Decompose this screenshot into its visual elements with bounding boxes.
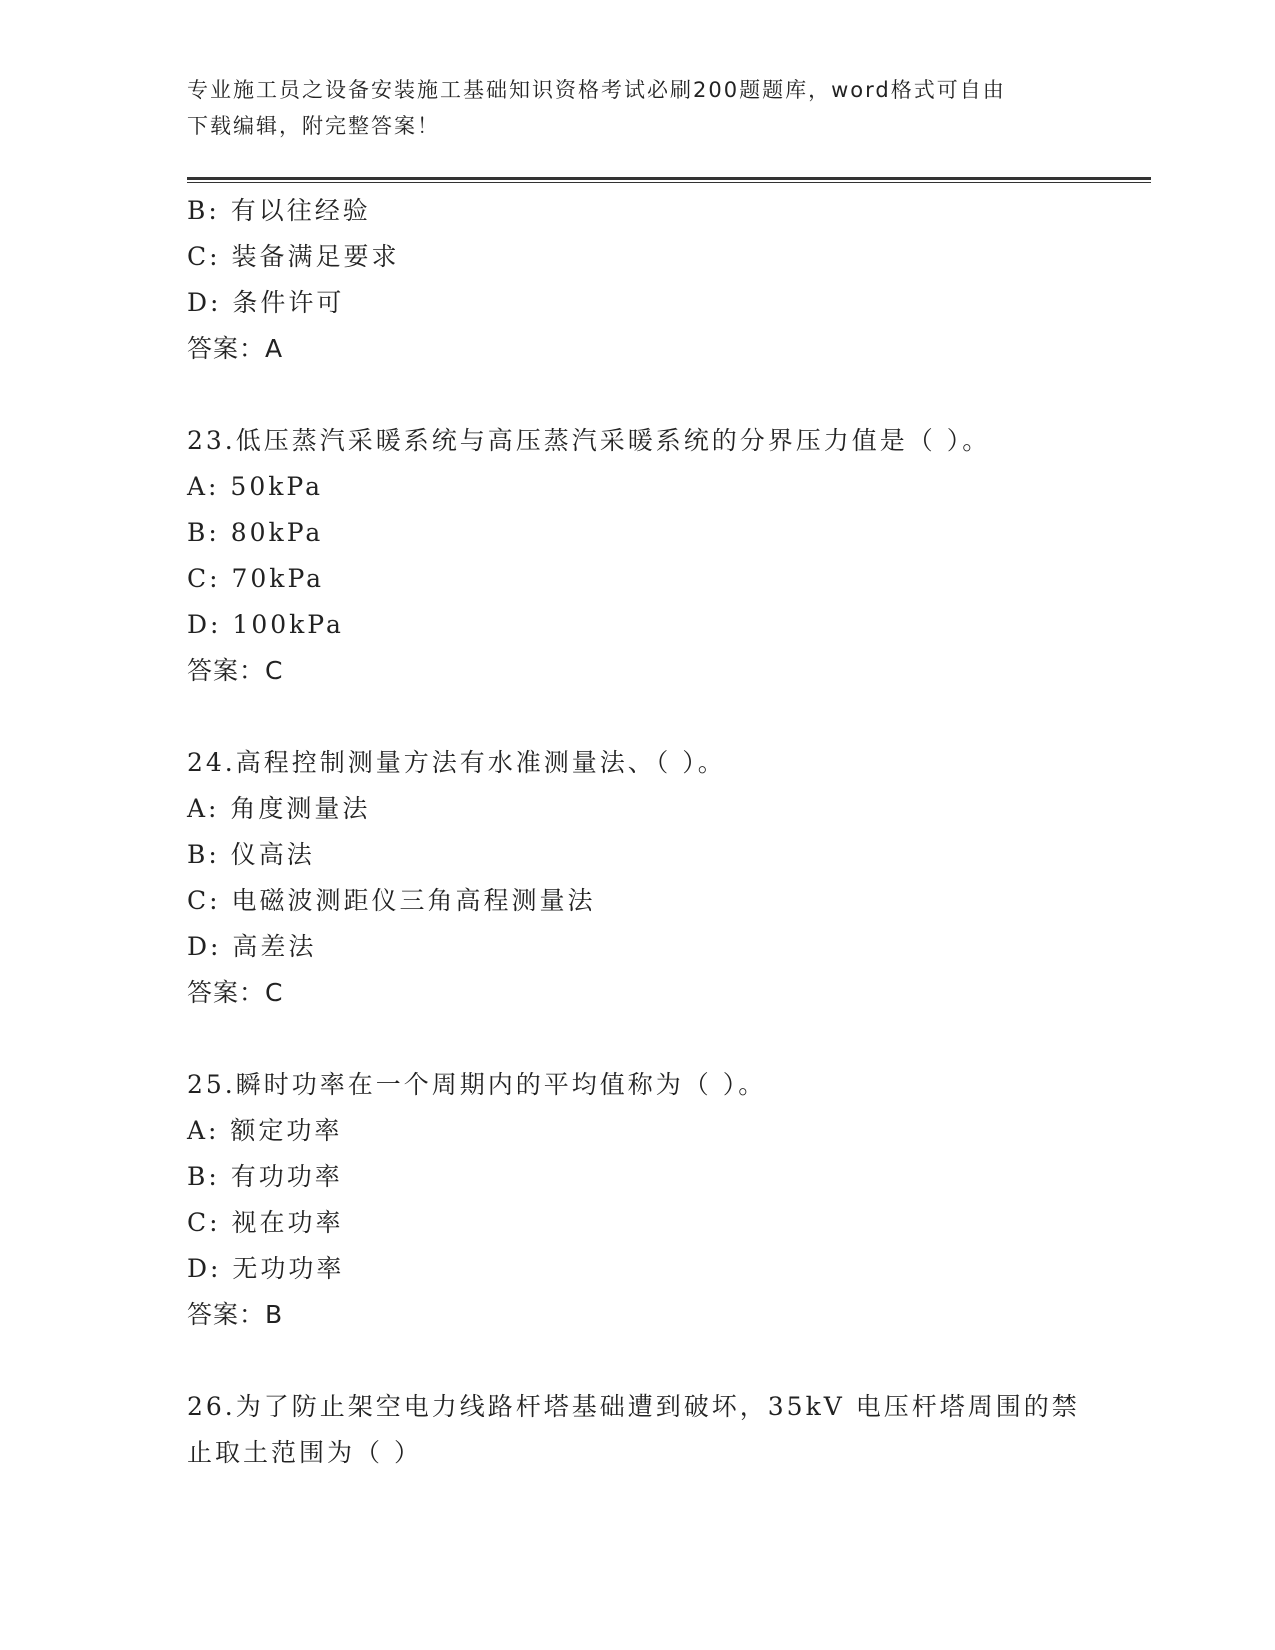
document-header xyxy=(187,72,1067,144)
option-b: B: 有功功率 xyxy=(187,1162,343,1191)
question-list xyxy=(187,188,1107,1476)
header-title-line-2: 下载编辑，附完整答案！ xyxy=(187,114,440,138)
header-title-line-1: 专业施工员之设备安装施工基础知识资格考试必刷200题题库，word格式可自由 xyxy=(187,78,1006,102)
option-c: C: 电磁波测距仪三角高程测量法 xyxy=(187,886,596,915)
answer-line: 答案：A xyxy=(187,334,284,363)
option-d: D: 条件许可 xyxy=(187,288,345,317)
question-text: 25.瞬时功率在一个周期内的平均值称为（ ）。 xyxy=(187,1070,767,1099)
header-divider-thin xyxy=(187,182,1151,183)
question-text: 24.高程控制测量方法有水准测量法、（ ）。 xyxy=(187,748,726,777)
question-24 xyxy=(187,740,1107,1016)
option-d: D: 高差法 xyxy=(187,932,317,961)
option-c: C: 70kPa xyxy=(187,564,325,593)
answer-line: 答案：B xyxy=(187,1300,284,1329)
option-b: B: 80kPa xyxy=(187,518,324,547)
question-25 xyxy=(187,1062,1107,1338)
question-text: 23.低压蒸汽采暖系统与高压蒸汽采暖系统的分界压力值是（ ）。 xyxy=(187,426,991,455)
option-b: B: 有以往经验 xyxy=(187,196,371,225)
option-a: A: 角度测量法 xyxy=(187,794,371,823)
answer-line: 答案：C xyxy=(187,978,284,1007)
question-text xyxy=(187,1384,1107,1476)
option-a: A: 50kPa xyxy=(187,472,323,501)
option-d: D: 100kPa xyxy=(187,610,344,639)
question-text-line-1: 26.为了防止架空电力线路杆塔基础遭到破坏，35kV 电压杆塔周围的禁 xyxy=(187,1392,1080,1421)
option-a: A: 额定功率 xyxy=(187,1116,343,1145)
option-c: C: 装备满足要求 xyxy=(187,242,400,271)
header-divider-thick xyxy=(187,177,1151,180)
option-d: D: 无功功率 xyxy=(187,1254,345,1283)
answer-line: 答案：C xyxy=(187,656,284,685)
question-22-partial xyxy=(187,188,1107,372)
option-b: B: 仪高法 xyxy=(187,840,315,869)
option-c: C: 视在功率 xyxy=(187,1208,344,1237)
question-26 xyxy=(187,1384,1107,1476)
question-23 xyxy=(187,418,1107,694)
question-text-line-2: 止取土范围为（ ） xyxy=(187,1438,422,1467)
